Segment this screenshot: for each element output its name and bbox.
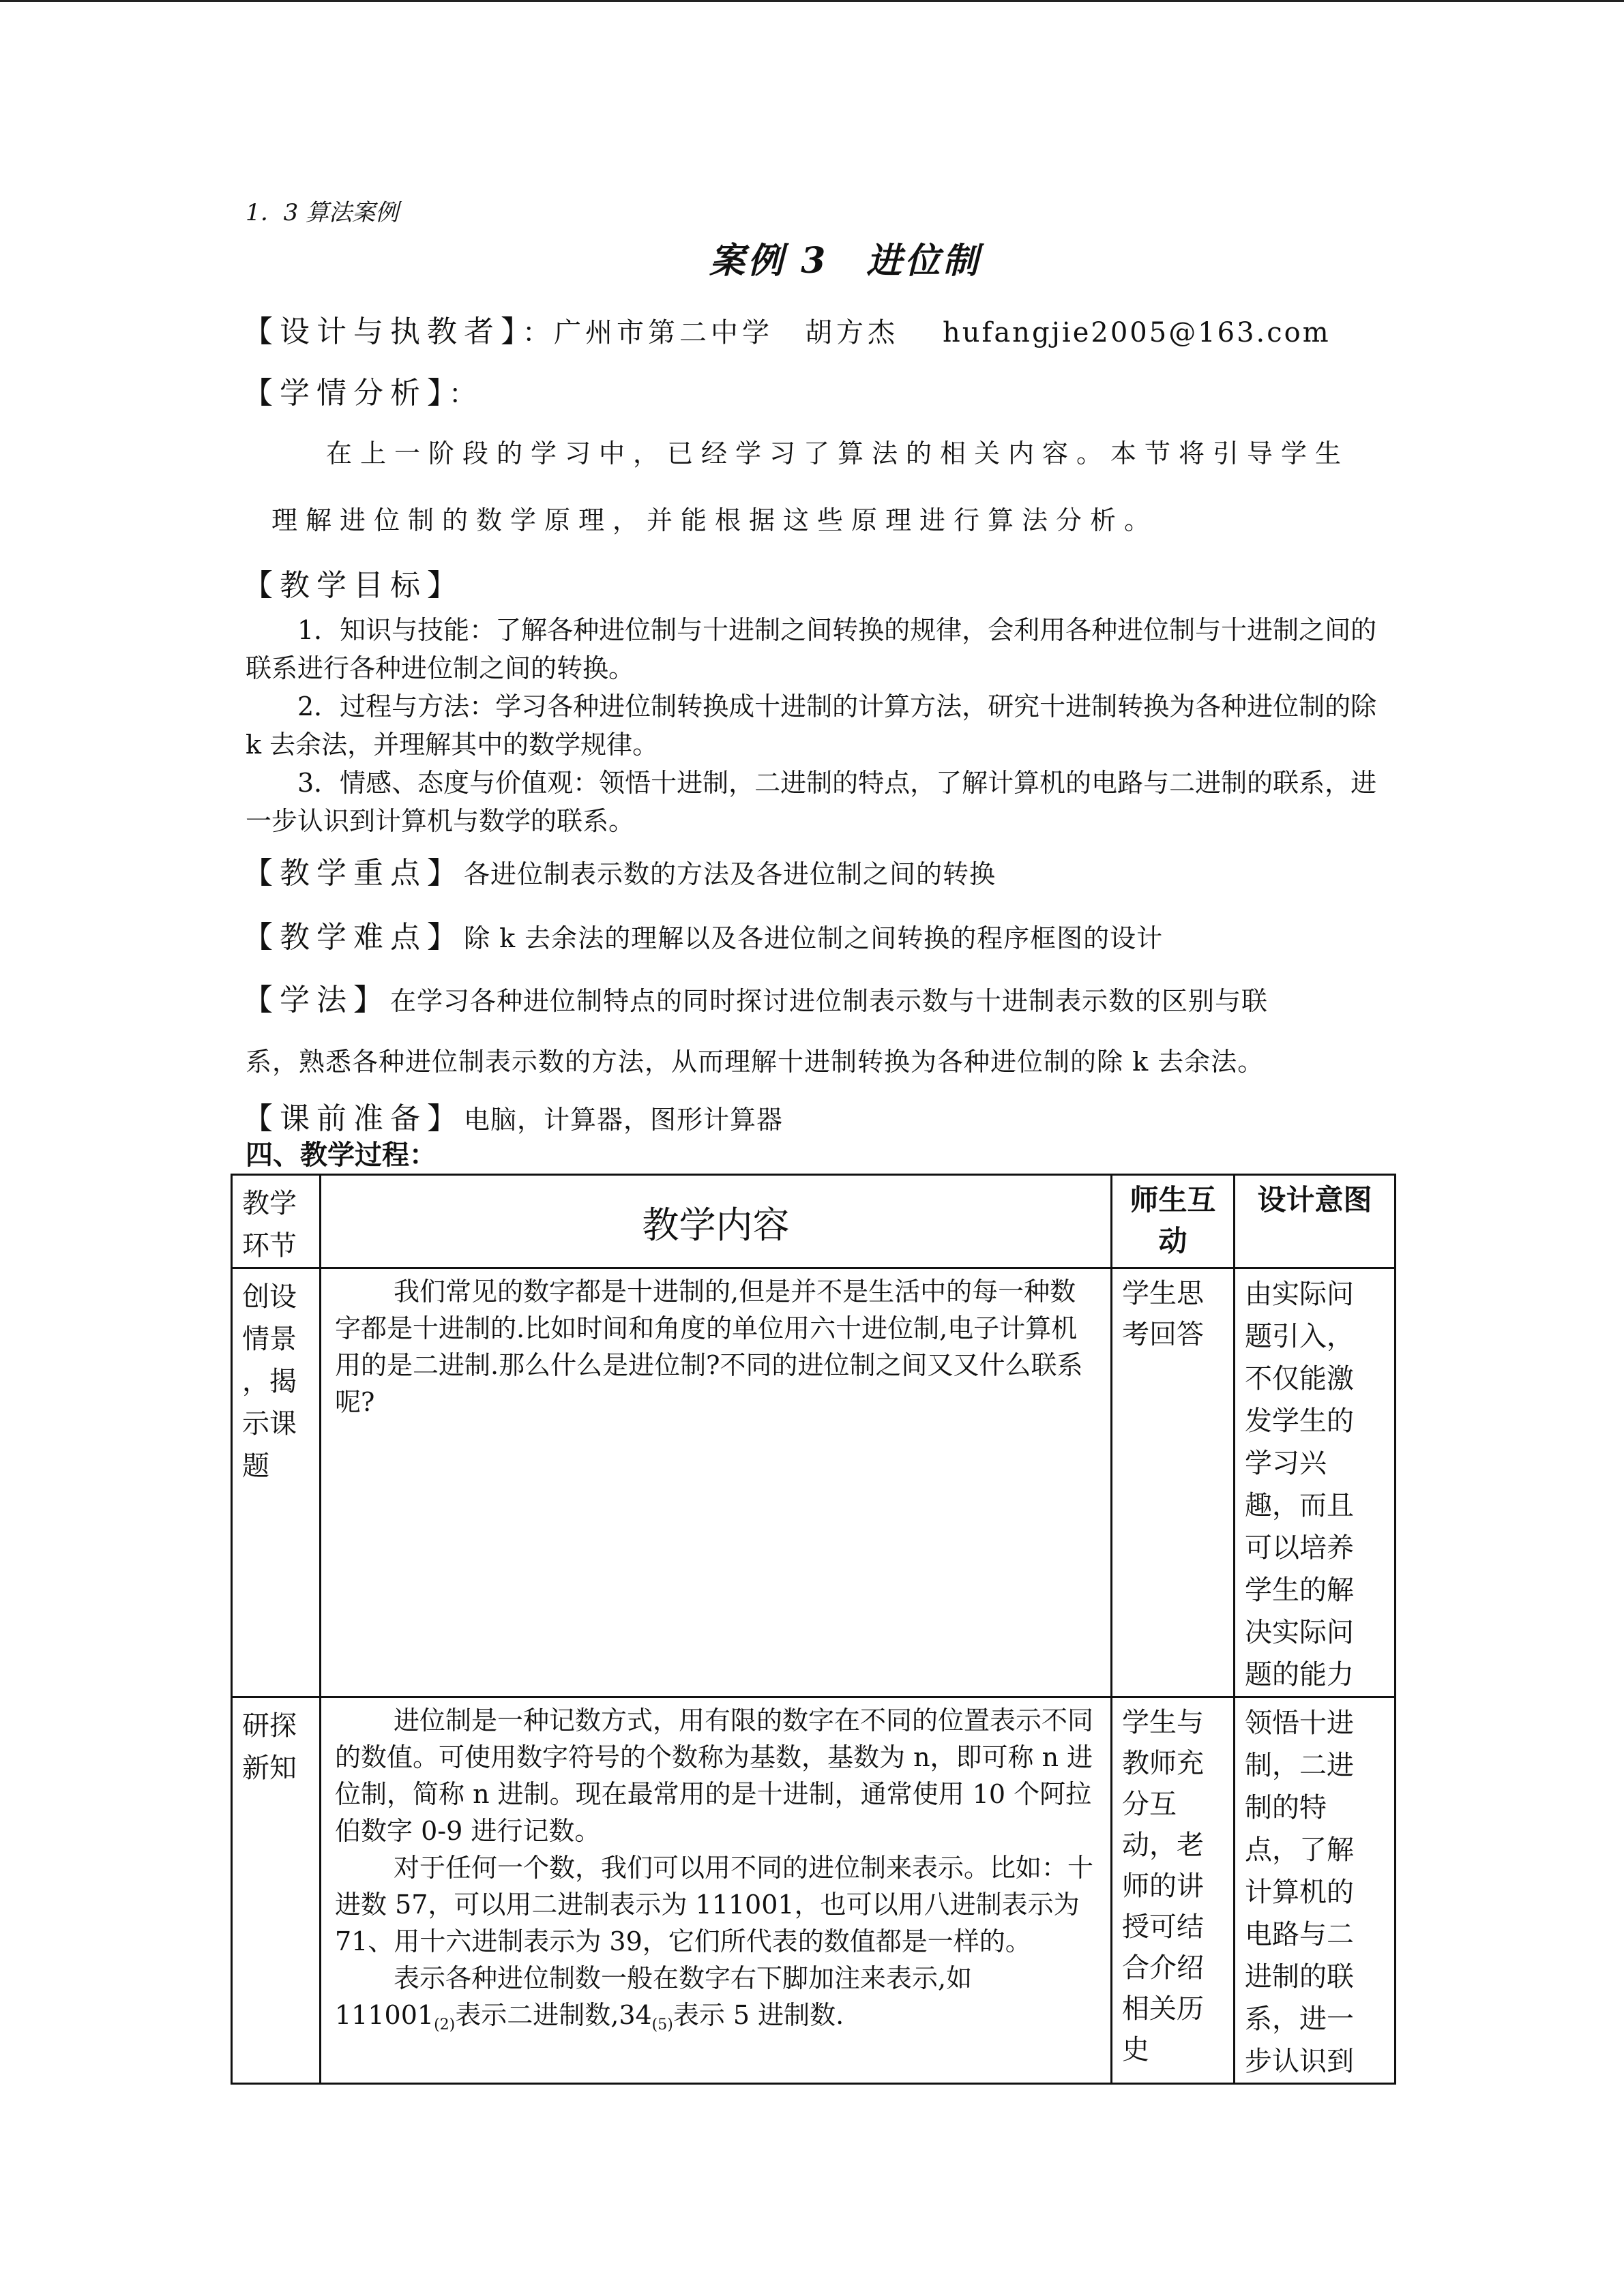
process-heading: 四、教学过程：	[246, 1139, 437, 1171]
objective-item: 2．过程与方法：学习各种进位制转换成十进制的计算方法，研究十进制转换为各种进位制的除 k 去余法，并理解其中的数学规律。	[246, 691, 1377, 760]
page-top-border	[0, 0, 1624, 2]
row-intent: 由实际问 题引入， 不仅能激 发学生的 学习兴 趣，而且 可以培养 学生的解 决实际问 题的能力	[1235, 1268, 1396, 1697]
analysis-label: 【学情分析】	[243, 376, 449, 411]
process-table	[231, 1174, 1396, 2085]
key-points-line	[243, 848, 996, 892]
objective-item: 3．情感、态度与价值观：领悟十进制，二进制的特点，了解计算机的电路与二进制的联系，进一步认识到计算机与数学的联系。	[246, 768, 1377, 836]
page-title: 案例 3 进位制	[709, 240, 981, 282]
row-stage: 研探 新知	[232, 1697, 321, 2084]
row-content: 进位制是一种记数方式，用有限的数字在不同的位置表示不同的数值。可使用数字符号的个数称为基数，基数为 n，即可称 n 进位制，简称 n 进制。现在最常用的是十进制，通常使用 10 个阿拉伯数字 0-9 进行记数。 对于任何一个数，我们可以用不同的进位制来表示。比如：十进数 57，可以用二进制表示为 111001，也可以用八进制表示为 71、用十六进制表示为 39，它们所代表的数值都是一样的。 表示各种进位制数一般在数字右下脚加注来表示,如 $111001_{(2)}$表示二进制数$,34_{(5)}$表示 5 进制数.	[321, 1697, 1112, 2084]
objective-item: 1．知识与技能：了解各种进位制与十进制之间转换的规律，会利用各种进位制与十进制之间的联系进行各种进位制之间的转换。	[246, 615, 1377, 683]
row-intent: 领悟十进 制，二进 制的特 点，了解 计算机的 电路与二 进制的联 系，进一 步认识到	[1235, 1697, 1396, 2084]
table-header-row	[232, 1175, 1396, 1268]
objectives-label: 【教学目标】	[243, 568, 464, 603]
difficulties-line	[243, 912, 1163, 956]
row-interaction: 学生与 教师充 分互 动，老 师的讲 授可结 合介绍 相关历 史	[1112, 1697, 1235, 2084]
header-interaction: 师生互 动	[1112, 1175, 1235, 1268]
method-label: 【学法】	[243, 983, 390, 1017]
designer-email: hufangjie2005@163.com	[943, 317, 1331, 348]
designer-label: 【设计与执教者】	[243, 314, 522, 349]
row-stage: 创设 情景 ，揭 示课 题	[232, 1268, 321, 1697]
header-intent: 设计意图	[1235, 1175, 1396, 1268]
key-points-label: 【教学重点】	[243, 856, 464, 891]
difficulties-label: 【教学难点】	[243, 920, 464, 955]
objectives-list	[246, 611, 1378, 840]
preparation-label: 【课前准备】	[243, 1101, 464, 1136]
designer-value: ：广州市第二中学 胡方杰	[522, 317, 899, 348]
analysis-suffix: ：	[449, 378, 480, 410]
key-points-text: 各进位制表示数的方法及各进位制之间的转换	[464, 859, 996, 889]
row-content: 我们常见的数字都是十进制的,但是并不是生活中的每一种数字都是十进制的.比如时间和角度的单位用六十进位制,电子计算机用的是二进制.那么什么是进位制?不同的进位制之间又又什么联系呢?	[321, 1268, 1112, 1697]
method-line-1	[243, 975, 1268, 1019]
notation-example: $111001_{(2)}$表示二进制数$,34_{(5)}$表示 5 进制数.	[335, 2000, 844, 2033]
method-text-1: 在学习各种进位制特点的同时探讨进位制表示数与十进制表示数的区别与联	[390, 986, 1269, 1016]
section-code: 1．3 算法案例	[246, 199, 399, 226]
method-line-2: 系，熟悉各种进位制表示数的方法，从而理解十进制转换为各种进位制的除 k 去余法。	[246, 1047, 1265, 1077]
analysis-header	[243, 368, 480, 412]
header-content: 教学内容	[321, 1175, 1112, 1268]
analysis-line-1: 在上一阶段的学习中，已经学习了算法的相关内容。本节将引导学生	[326, 438, 1350, 468]
table-row	[232, 1268, 1396, 1697]
difficulties-text: 除 k 去余法的理解以及各进位制之间转换的程序框图的设计	[464, 923, 1164, 953]
designer-line	[243, 307, 1331, 351]
analysis-line-2: 理解进位制的数学原理，并能根据这些原理进行算法分析。	[271, 505, 1159, 535]
header-stage: 教学 环节	[232, 1175, 321, 1268]
table-row	[232, 1697, 1396, 2084]
row-interaction: 学生思 考回答	[1112, 1268, 1235, 1697]
preparation-line	[243, 1094, 783, 1137]
preparation-text: 电脑，计算器，图形计算器	[464, 1105, 784, 1135]
